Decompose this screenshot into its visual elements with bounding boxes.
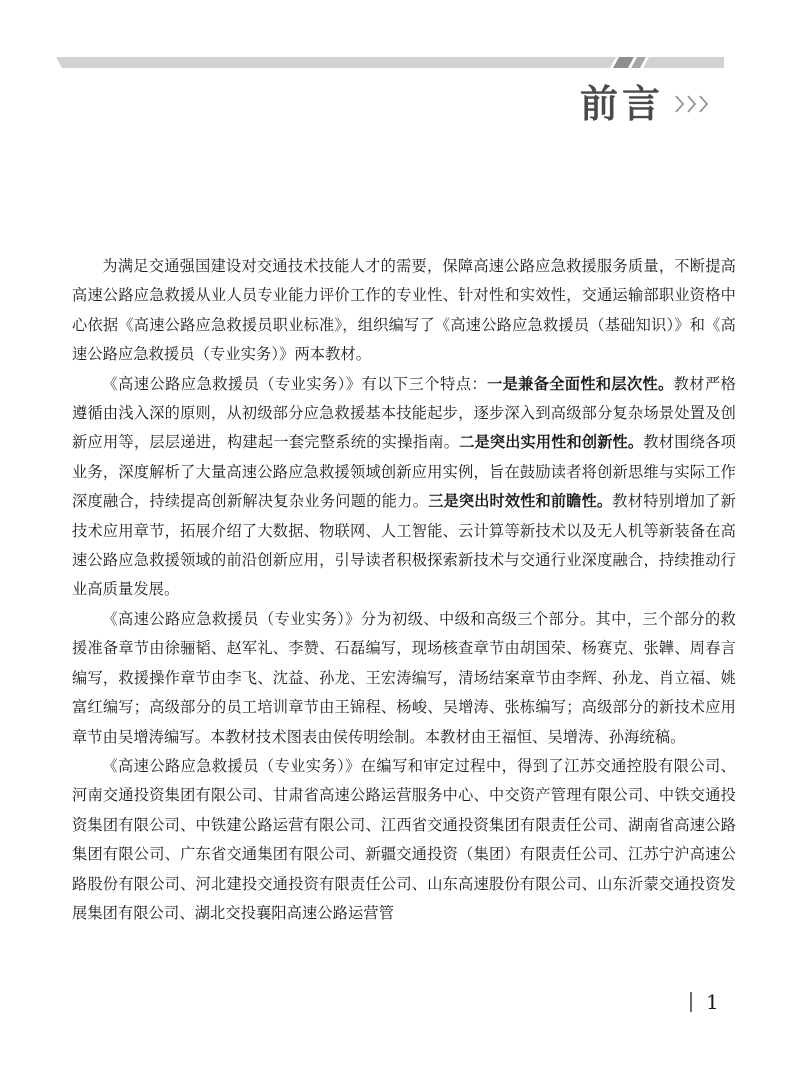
feature-heading: 一是兼备全面性和层次性。 — [487, 374, 674, 393]
paragraph-text: 教材特别增加了新技术应用章节，拓展介绍了大数据、物联网、人工智能、云计算等新技术以及无人机等新装备在高速公路应急救援领域的前沿创新应用，引导读者积极探索新技术与交通行业深度融合，持续推动行业高质量发展。 — [72, 492, 736, 599]
page-number: 1 — [706, 990, 719, 1014]
paragraph-text: 《高速公路应急救援员（专业实务）》分为初级、中级和高级三个部分。其中，三个部分的救援准备章节由徐骊韬、赵军礼、李赞、石磊编写，现场核查章节由胡国荣、杨赛克、张韡、周春言编写，救援操作章节由李飞、沈益、孙龙、王宏涛编写，清场结案章节由李辉、孙龙、肖立福、姚富红编写；高级部分的员工培训章节由王锦程、杨峻、吴增涛、张栋编写；高级部分的新技术应用章节由吴增涛编写。本教材技术图表由侯传明绘制。本教材由王福恒、吴增涛、孙海统稿。 — [72, 609, 736, 746]
paragraph — [72, 370, 736, 605]
page-title: 前言 — [579, 82, 664, 126]
paragraph-text: 为满足交通强国建设对交通技术技能人才的需要，保障高速公路应急救援服务质量，不断提高高速公路应急救援从业人员专业能力评价工作的专业性、针对性和实效性，交通运输部职业资格中心依据《高速公路应急救援员职业标准》，组织编写了《高速公路应急救援员（基础知识）》和《高速公路应急救援员（专业实务）》两本教材。 — [72, 257, 736, 364]
paragraph-text: 《高速公路应急救援员（专业实务）》有以下三个特点： — [102, 374, 488, 393]
header-decorative-band — [56, 57, 724, 68]
title-block — [579, 82, 714, 126]
triple-chevron-icon — [674, 93, 714, 115]
preface-body — [72, 252, 736, 928]
paragraph — [72, 605, 736, 752]
paragraph-text: 教材严格遵循由浅入深的原则，从初级部分应急救援基本技能起步，逐步深入到高级部分复杂场景处置及创新应用等，层层递进，构建起一套完整系统的实操指南。 — [72, 374, 736, 452]
paragraph — [72, 252, 736, 370]
paragraph — [72, 752, 736, 928]
feature-heading: 三是突出时效性和前瞻性。 — [428, 492, 613, 511]
paragraph-text: 教材围绕各项业务，深度解析了大量高速公路应急救援领域创新应用实例，旨在鼓励读者将创新思维与实际工作深度融合，持续提高创新解决复杂业务问题的能力。 — [72, 433, 737, 511]
paragraph-text: 《高速公路应急救援员（专业实务）》在编写和审定过程中，得到了江苏交通控股有限公司、河南交通投资集团有限公司、甘肃省高速公路运营服务中心、中交资产管理有限公司、中铁交通投资集团有限公司、中铁建公路运营有限公司、江西省交通投资集团有限责任公司、湖南省高速公路集团有限公司、广东省交通集团有限公司、新疆交通投资（集团）有限责任公司、江苏宁沪高速公路股份有限公司、河北建投交通投资有限责任公司、山东高速股份有限公司、山东沂蒙交通投资发展集团有限公司、湖北交投襄阳高速公路运营管 — [72, 756, 736, 922]
footer-divider — [690, 992, 692, 1012]
feature-heading: 二是突出实用性和创新性。 — [459, 433, 644, 452]
page-footer — [690, 992, 719, 1012]
